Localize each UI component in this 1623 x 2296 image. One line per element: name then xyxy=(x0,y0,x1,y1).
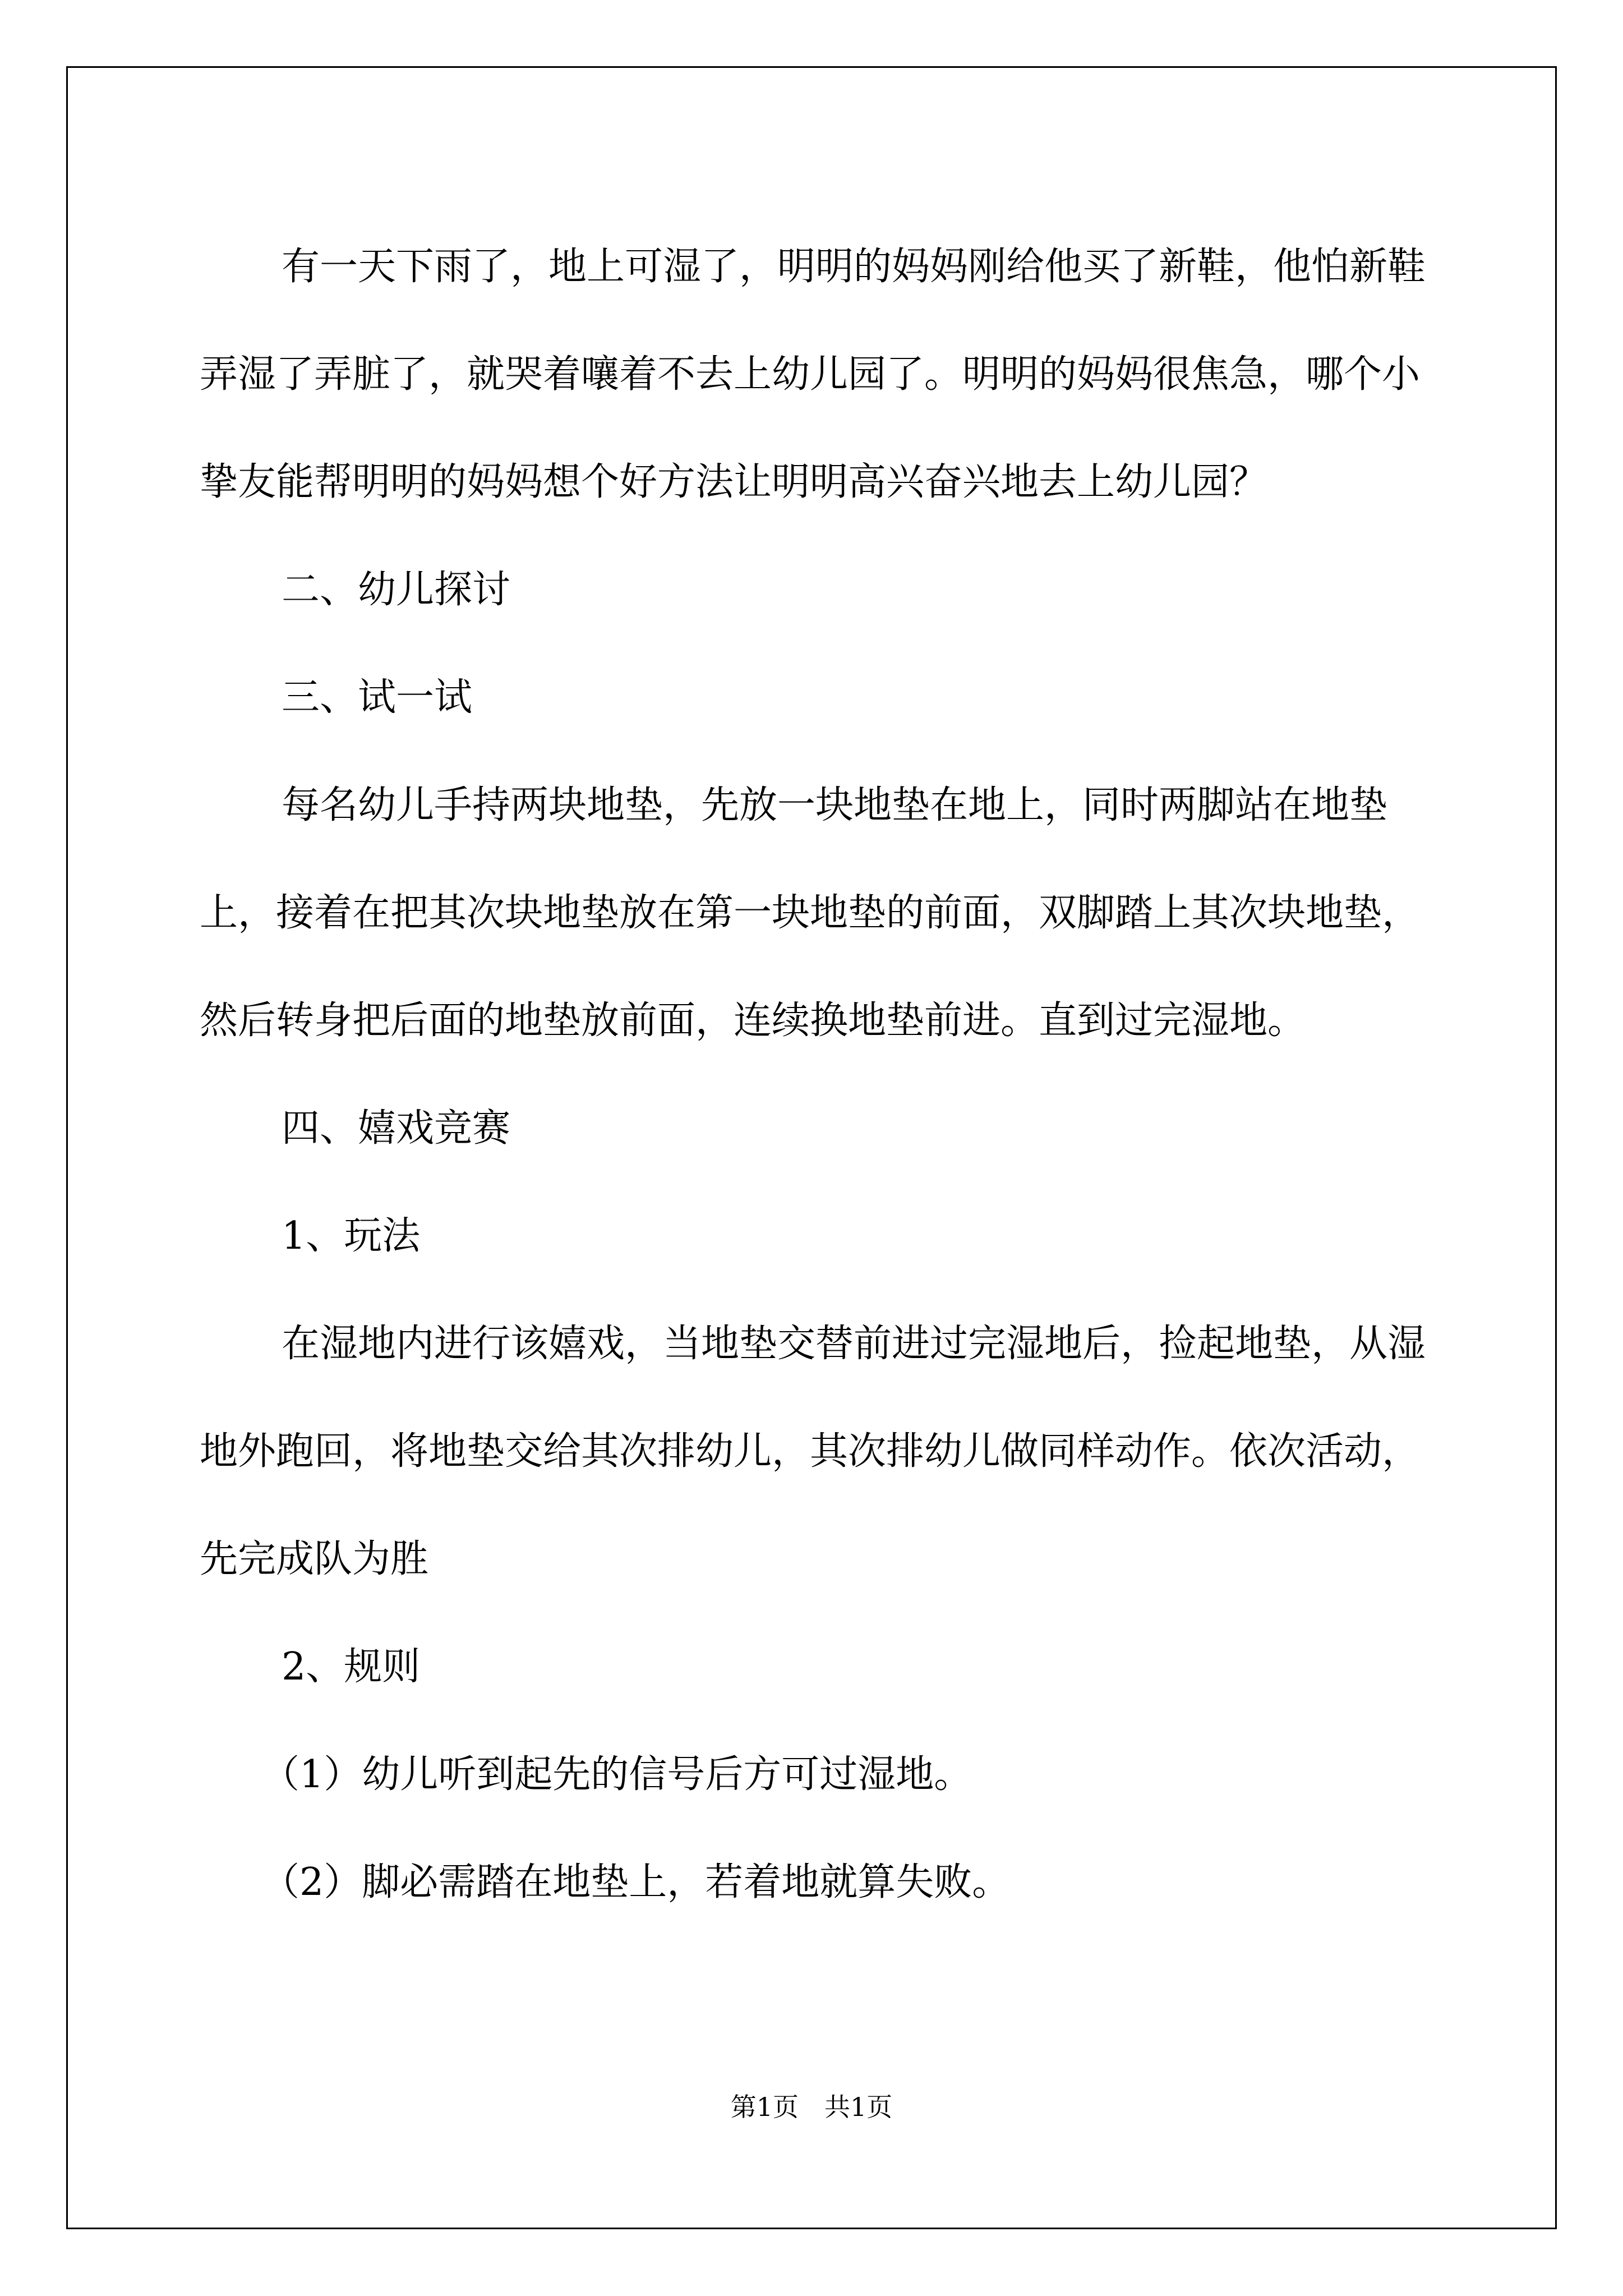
rule-item-2: （2）脚必需踏在地垫上，若着地就算失败。 xyxy=(261,1860,1011,1904)
heading-game: 四、嬉戏竞赛 xyxy=(282,1106,511,1151)
paragraph-try-description: 每名幼儿手持两块地垫，先放一块地垫在地上，同时两脚站在地垫上，接着在把其次块地垫放在第一块地垫的前面，双脚踏上其次块地垫，然后转身把后面的地垫放前面，连续换地垫前进。直到过完湿地。 xyxy=(200,783,1421,1043)
page-number-footer: 第1页 共1页 xyxy=(730,2092,893,2122)
heading-discussion: 二、幼儿探讨 xyxy=(282,568,511,612)
heading-gameplay: 1、玩法 xyxy=(282,1214,421,1258)
rule-item-1: （1）幼儿听到起先的信号后方可过湿地。 xyxy=(261,1752,972,1797)
heading-rules: 2、规则 xyxy=(282,1645,421,1689)
paragraph-story: 有一天下雨了，地上可湿了，明明的妈妈刚给他买了新鞋，他怕新鞋弄湿了弄脏了，就哭着嚷着不去上幼儿园了。明明的妈妈很焦急，哪个小挚友能帮明明的妈妈想个好方法让明明高兴奋兴地去上幼儿园？ xyxy=(200,245,1426,504)
paragraph-gameplay: 在湿地内进行该嬉戏，当地垫交替前进过完湿地后，捡起地垫，从湿地外跑回，将地垫交给其次排幼儿，其次排幼儿做同样动作。依次活动，先完成队为胜 xyxy=(200,1322,1426,1581)
heading-try: 三、试一试 xyxy=(282,675,473,720)
document-body xyxy=(200,213,1439,1936)
